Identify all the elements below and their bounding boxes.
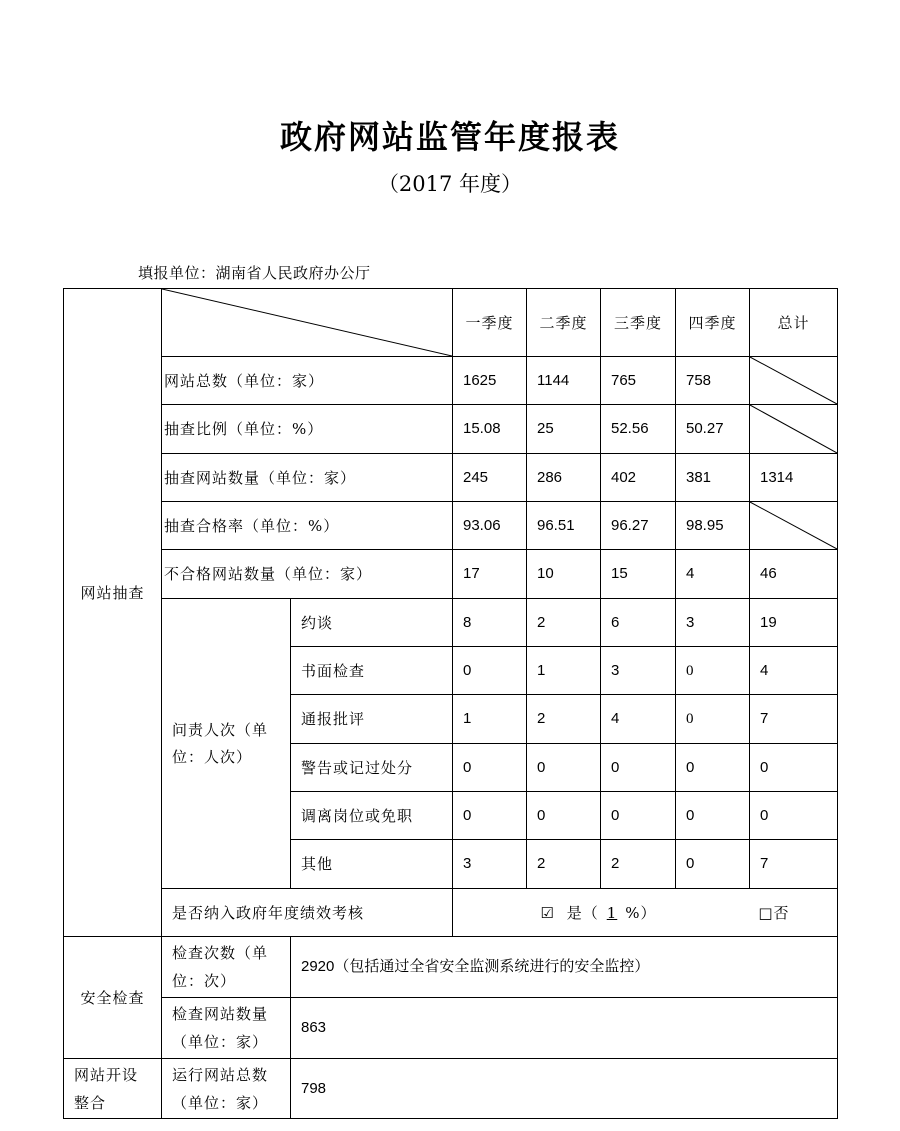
page-subtitle: （2017 年度） <box>377 172 523 196</box>
row-label: 检查次数（单位：次） <box>162 937 291 998</box>
cell-value: 7 <box>750 840 838 889</box>
row-label: 调离岗位或免职 <box>291 792 453 840</box>
cell-value: 1 <box>527 647 601 695</box>
performance-label: 是否纳入政府年度绩效考核 <box>162 889 453 937</box>
cell-value: 758 <box>676 357 750 405</box>
cell-value: 17 <box>453 550 527 599</box>
row-label: 网站总数（单位：家） <box>162 357 453 405</box>
table-row <box>64 937 838 998</box>
cell-value: 0 <box>676 647 750 695</box>
table-row <box>64 550 838 599</box>
table-row <box>64 454 838 502</box>
performance-no-option[interactable] <box>758 900 789 926</box>
empty-diagonal-cell <box>750 502 838 550</box>
cell-value: 0 <box>750 744 838 792</box>
unchecked-box-icon[interactable]: □ <box>758 903 774 922</box>
cell-value: 0 <box>453 647 527 695</box>
table-row <box>64 405 838 454</box>
header-diagonal-cell <box>162 289 453 357</box>
cell-value: 1625 <box>453 357 527 405</box>
cell-value: 2 <box>601 840 676 889</box>
cell-value: 0 <box>676 695 750 744</box>
cell-value: 0 <box>527 792 601 840</box>
checked-box-icon[interactable]: ☑ <box>540 903 555 922</box>
cell-value: 765 <box>601 357 676 405</box>
cell-value: 19 <box>750 599 838 647</box>
cell-value: 381 <box>676 454 750 502</box>
row-label: 约谈 <box>291 599 453 647</box>
empty-diagonal-cell <box>750 405 838 454</box>
cell-value: 96.27 <box>601 502 676 550</box>
table-row <box>64 502 838 550</box>
cell-value: 286 <box>527 454 601 502</box>
cell-value: 1314 <box>750 454 838 502</box>
no-label: 否 <box>773 903 790 922</box>
reporting-unit: 填报单位：湖南省人民政府办公厅 <box>138 264 371 282</box>
diagonal-line <box>162 289 452 356</box>
row-label: 抽查合格率（单位：%） <box>162 502 453 550</box>
cell-value: 2 <box>527 599 601 647</box>
cell-value: 0 <box>601 744 676 792</box>
header-q2: 二季度 <box>527 289 601 357</box>
row-label: 其他 <box>291 840 453 889</box>
cell-value: 46 <box>750 550 838 599</box>
cell-value: 0 <box>601 792 676 840</box>
cell-value: 96.51 <box>527 502 601 550</box>
row-label: 抽查网站数量（单位：家） <box>162 454 453 502</box>
security-checks-value: 2920（包括通过全省安全监测系统进行的安全监控） <box>291 937 838 998</box>
cell-value: 0 <box>453 792 527 840</box>
cell-value: 15 <box>601 550 676 599</box>
cell-value: 0 <box>676 792 750 840</box>
cell-value: 245 <box>453 454 527 502</box>
cell-value: 8 <box>453 599 527 647</box>
row-label: 运行网站总数（单位：家） <box>162 1059 291 1119</box>
cell-value: 4 <box>601 695 676 744</box>
cell-value: 25 <box>527 405 601 454</box>
cell-value: 93.06 <box>453 502 527 550</box>
empty-diagonal-cell <box>750 357 838 405</box>
row-label: 检查网站数量（单位：家） <box>162 998 291 1059</box>
cell-value: 0 <box>527 744 601 792</box>
section-security: 安全检查 <box>64 937 162 1059</box>
security-sites-value: 863 <box>291 998 838 1059</box>
performance-row <box>64 889 838 937</box>
row-label: 警告或记过处分 <box>291 744 453 792</box>
row-label: 书面检查 <box>291 647 453 695</box>
cell-value: 0 <box>750 792 838 840</box>
cell-value: 0 <box>676 744 750 792</box>
section-integration: 网站开设整合 <box>64 1059 162 1119</box>
cell-value: 1144 <box>527 357 601 405</box>
table-row <box>64 599 838 647</box>
report-table <box>63 288 838 1119</box>
table-row <box>64 357 838 405</box>
cell-value: 4 <box>750 647 838 695</box>
cell-value: 4 <box>676 550 750 599</box>
table-row <box>64 1059 838 1119</box>
cell-value: 3 <box>601 647 676 695</box>
cell-value: 7 <box>750 695 838 744</box>
row-label: 抽查比例（单位：%） <box>162 405 453 454</box>
accountability-label: 问责人次（单位：人次） <box>162 599 291 889</box>
yes-prefix: 是（ <box>566 903 599 922</box>
section-sampling: 网站抽查 <box>64 289 162 937</box>
header-q4: 四季度 <box>676 289 750 357</box>
cell-value: 0 <box>453 744 527 792</box>
cell-value: 6 <box>601 599 676 647</box>
performance-yes-option[interactable] <box>540 900 656 926</box>
cell-value: 50.27 <box>676 405 750 454</box>
row-label: 不合格网站数量（单位：家） <box>162 550 453 599</box>
table-row <box>64 998 838 1059</box>
cell-value: 10 <box>527 550 601 599</box>
row-label: 通报批评 <box>291 695 453 744</box>
cell-value: 98.95 <box>676 502 750 550</box>
yes-suffix: %） <box>625 903 657 922</box>
cell-value: 15.08 <box>453 405 527 454</box>
header-row <box>64 289 838 357</box>
integration-value: 798 <box>291 1059 838 1119</box>
cell-value: 0 <box>676 840 750 889</box>
yes-percentage: 1 <box>606 903 618 922</box>
cell-value: 3 <box>676 599 750 647</box>
cell-value: 2 <box>527 695 601 744</box>
header-q3: 三季度 <box>601 289 676 357</box>
page-title: 政府网站监管年度报表 <box>279 118 620 156</box>
performance-options <box>453 889 838 937</box>
header-q1: 一季度 <box>453 289 527 357</box>
cell-value: 3 <box>453 840 527 889</box>
cell-value: 2 <box>527 840 601 889</box>
cell-value: 1 <box>453 695 527 744</box>
cell-value: 52.56 <box>601 405 676 454</box>
cell-value: 402 <box>601 454 676 502</box>
header-total: 总计 <box>750 289 838 357</box>
